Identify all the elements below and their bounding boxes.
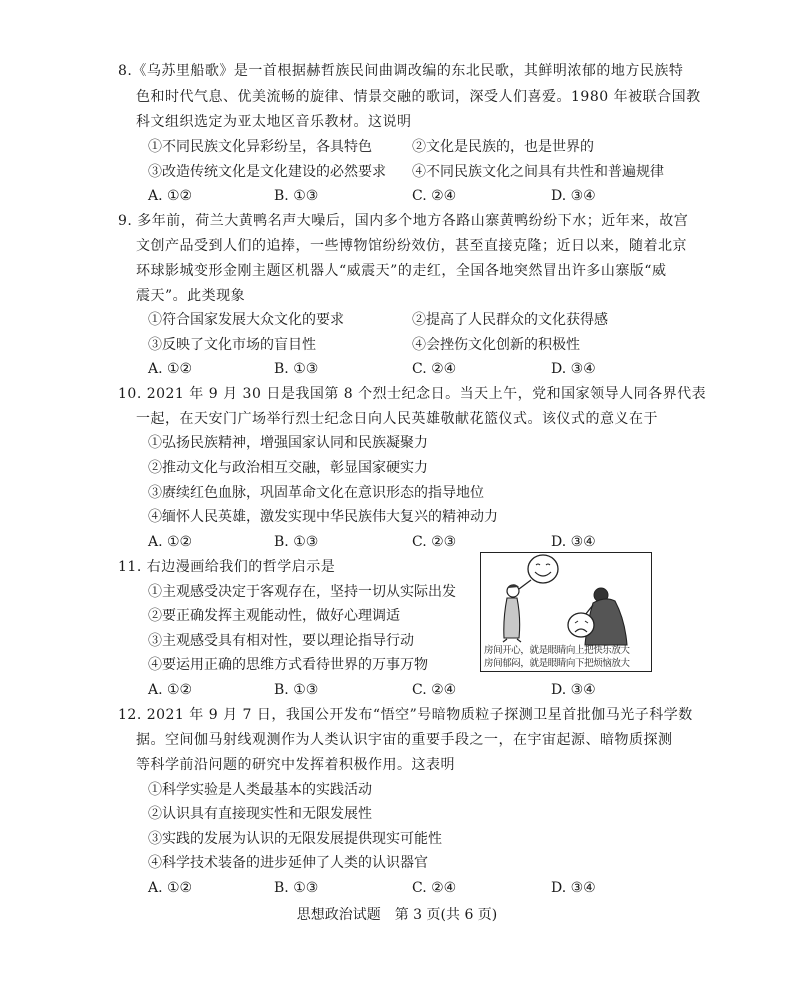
happy-face [528,555,558,583]
statement-2: ②认识具有直接现实性和无限发展性 [148,806,372,822]
cartoon-caption-1: 房间开心，就是眼睛向上把快乐放大 [484,645,630,656]
question-text: 10. 2021 年 9 月 30 日是我国第 8 个烈士纪念日。当天上午，党和国家领导人同各界代表 [118,386,707,402]
option-b[interactable]: B. ①③ [274,188,319,204]
statement-4: ④不同民族文化之间具有共性和普遍规律 [412,164,664,180]
question-text: 一起，在天安门广场举行烈士纪念日向人民英雄敬献花篮仪式。该仪式的意义在于 [136,411,658,427]
statement-4: ④要运用正确的思维方式看待世界的万事万物 [148,657,428,673]
option-d[interactable]: D. ③④ [551,361,596,377]
option-a[interactable]: A. ①② [148,880,193,896]
question-text: 据。空间伽马射线观测作为人类认识宇宙的重要手段之一，在宇宙起源、暗物质探测 [136,732,673,748]
cartoon-caption-2: 房间郁闷，就是眼睛向下把烦恼放大 [484,658,630,669]
statement-1: ①不同民族文化异彩纷呈，各具特色 [148,139,372,155]
option-c[interactable]: C. ②③ [412,534,457,550]
question-text: 色和时代气息、优美流畅的旋律、情景交融的歌词，深受人们喜爱。1980 年被联合国教 [136,89,701,105]
option-b[interactable]: B. ①③ [274,682,319,698]
statement-1: ①符合国家发展大众文化的要求 [148,312,344,328]
option-a[interactable]: A. ①② [148,682,193,698]
statement-3: ③改造传统文化是文化建设的必然要求 [148,164,386,180]
option-a[interactable]: A. ①② [148,534,193,550]
statement-2: ②提高了人民群众的文化获得感 [412,312,608,328]
statement-3: ③反映了文化市场的盲目性 [148,337,316,353]
question-text: 8.《乌苏里船歌》是一首根据赫哲族民间曲调改编的东北民歌，其鲜明浓郁的地方民族特 [118,63,684,79]
cartoon-illustration [480,552,652,672]
option-b[interactable]: B. ①③ [274,361,319,377]
option-c[interactable]: C. ②④ [412,682,457,698]
left-person-body [504,598,520,638]
statement-3: ③主观感受具有相对性，要以理论指导行动 [148,633,414,649]
option-a[interactable]: A. ①② [148,188,193,204]
option-c[interactable]: C. ②④ [412,880,457,896]
question-text: 11. 右边漫画给我们的哲学启示是 [118,559,336,575]
page-footer: 思想政治试题 第 3 页(共 6 页) [296,907,498,923]
option-a[interactable]: A. ①② [148,361,193,377]
option-d[interactable]: D. ③④ [551,682,596,698]
question-text: 等科学前沿问题的研究中发挥着积极作用。这表明 [136,757,455,773]
option-b[interactable]: B. ①③ [274,534,319,550]
option-c[interactable]: C. ②④ [412,188,457,204]
question-text: 12. 2021 年 9 月 7 日，我国公开发布“悟空”号暗物质粒子探测卫星首批伽马光子科学数 [118,707,693,723]
statement-4: ④科学技术装备的进步延伸了人类的认识器官 [148,855,428,871]
cartoon-drawing [481,553,650,651]
statement-3: ③实践的发展为认识的无限发展提供现实可能性 [148,831,442,847]
option-c[interactable]: C. ②④ [412,361,457,377]
sad-face [568,613,594,637]
option-d[interactable]: D. ③④ [551,534,596,550]
option-d[interactable]: D. ③④ [551,880,596,896]
option-b[interactable]: B. ①③ [274,880,319,896]
question-text: 科文组织选定为亚太地区音乐教材。这说明 [136,114,412,130]
question-text: 环球影城变形金刚主题区机器人“威震天”的走红，全国各地突然冒出许多山寨版“威 [136,263,667,279]
question-text: 9. 多年前，荷兰大黄鸭名声大噪后，国内多个地方各路山寨黄鸭纷纷下水；近年来，故宫 [118,213,689,229]
option-d[interactable]: D. ③④ [551,188,596,204]
question-text: 文创产品受到人们的追捧，一些博物馆纷纷效仿，甚至直接克隆；近日以来，随着北京 [136,238,687,254]
statement-1: ①科学实验是人类最基本的实践活动 [148,782,372,798]
statement-4: ④会挫伤文化创新的积极性 [412,337,580,353]
statement-2: ②推动文化与政治相互交融，彰显国家硬实力 [148,460,428,476]
statement-2: ②文化是民族的，也是世界的 [412,139,594,155]
question-text: 震天”。此类现象 [136,288,246,304]
statement-4: ④缅怀人民英雄，激发实现中华民族伟大复兴的精神动力 [148,509,498,525]
statement-3: ③赓续红色血脉，巩固革命文化在意识形态的指导地位 [148,485,484,501]
statement-1: ①弘扬民族精神，增强国家认同和民族凝聚力 [148,435,428,451]
statement-1: ①主观感受决定于客观存在，坚持一切从实际出发 [148,584,456,600]
statement-2: ②要正确发挥主观能动性，做好心理调适 [148,608,400,624]
